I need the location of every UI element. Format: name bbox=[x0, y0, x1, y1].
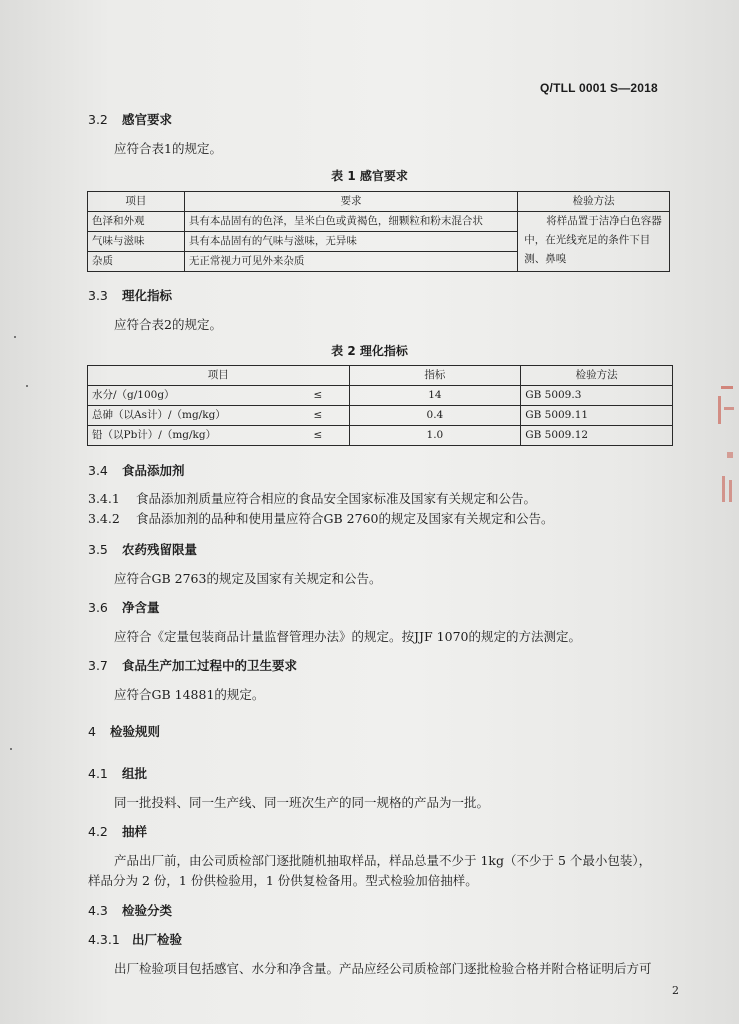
header-cell: 指标 bbox=[349, 366, 521, 386]
section-heading-3-2: 3.2 感官要求 bbox=[88, 112, 173, 127]
section-heading-4: 4 检验规则 bbox=[88, 724, 161, 739]
table-row bbox=[88, 386, 673, 406]
table-row bbox=[88, 212, 670, 232]
header-cell: 要求 bbox=[184, 192, 517, 212]
item-cell: 气味与滋味 bbox=[88, 232, 185, 252]
section-heading-3-4: 3.4 食品添加剂 bbox=[88, 463, 185, 478]
section-3-5-text: 应符合GB 2763的规定及国家有关规定和公告。 bbox=[114, 571, 382, 586]
sensory-table bbox=[87, 191, 670, 272]
requirement-cell: 无正常视力可见外来杂质 bbox=[184, 252, 517, 272]
stamp-fragment bbox=[722, 476, 725, 502]
header-cell: 检验方法 bbox=[521, 366, 673, 386]
section-heading-3-5: 3.5 农药残留限量 bbox=[88, 542, 198, 557]
item-cell: 杂质 bbox=[88, 252, 185, 272]
table-row bbox=[88, 426, 673, 446]
method-cell: GB 5009.12 bbox=[521, 426, 673, 446]
section-heading-4-1: 4.1 组批 bbox=[88, 766, 148, 781]
section-heading-4-2: 4.2 抽样 bbox=[88, 824, 148, 839]
item-cell: 水分/（g/100g） bbox=[88, 386, 288, 406]
header-cell: 项目 bbox=[88, 366, 350, 386]
doc-code: Q/TLL 0001 S—2018 bbox=[540, 81, 658, 95]
method-cell: GB 5009.3 bbox=[521, 386, 673, 406]
item-cell: 总砷（以As计）/（mg/kg） bbox=[88, 406, 288, 426]
method-cell: 将样品置于洁净白色容器中，在光线充足的条件下目测、鼻嗅 bbox=[518, 212, 670, 272]
value-cell: 14 bbox=[349, 386, 521, 406]
stamp-fragment bbox=[729, 480, 732, 502]
table-header-row bbox=[88, 192, 670, 212]
table-header-row bbox=[88, 366, 673, 386]
section-heading-4-3: 4.3 检验分类 bbox=[88, 903, 173, 918]
section-4-3-1-text: 出厂检验项目包括感官、水分和净含量。产品应经公司质检部门逐批检验合格并附合格证明后方可 bbox=[114, 961, 652, 976]
operator-cell: ≤ bbox=[287, 386, 349, 406]
page-number: 2 bbox=[672, 984, 679, 997]
requirement-cell: 具有本品固有的色泽，呈米白色或黄褐色，细颗粒和粉末混合状 bbox=[184, 212, 517, 232]
operator-cell: ≤ bbox=[287, 406, 349, 426]
clause-3-4-1: 3.4.1 食品添加剂质量应符合相应的食品安全国家标准及国家有关规定和公告。 bbox=[88, 491, 537, 506]
table-2-title: 表 2 理化指标 bbox=[331, 344, 408, 358]
section-heading-3-3: 3.3 理化指标 bbox=[88, 288, 173, 303]
item-cell: 色泽和外观 bbox=[88, 212, 185, 232]
section-heading-4-3-1: 4.3.1 出厂检验 bbox=[88, 932, 183, 947]
scan-speck bbox=[10, 748, 12, 750]
operator-cell: ≤ bbox=[287, 426, 349, 446]
stamp-fragment bbox=[727, 452, 733, 458]
section-4-2-line-2: 样品分为 2 份，1 份供检验用，1 份供复检备用。型式检验加倍抽样。 bbox=[88, 873, 478, 888]
section-heading-3-6: 3.6 净含量 bbox=[88, 600, 160, 615]
stamp-fragment bbox=[718, 396, 721, 424]
item-cell: 铅（以Pb计）/（mg/kg） bbox=[88, 426, 288, 446]
value-cell: 0.4 bbox=[349, 406, 521, 426]
scan-speck bbox=[26, 385, 28, 387]
section-3-7-text: 应符合GB 14881的规定。 bbox=[114, 687, 265, 702]
requirement-cell: 具有本品固有的气味与滋味，无异味 bbox=[184, 232, 517, 252]
section-heading-3-7: 3.7 食品生产加工过程中的卫生要求 bbox=[88, 658, 298, 673]
stamp-fragment bbox=[724, 407, 734, 410]
scan-speck bbox=[14, 336, 16, 338]
section-3-2-text: 应符合表1的规定。 bbox=[114, 141, 222, 156]
header-cell: 项目 bbox=[88, 192, 185, 212]
stamp-fragment bbox=[721, 386, 733, 389]
section-3-3-text: 应符合表2的规定。 bbox=[114, 317, 222, 332]
section-4-2-line-1: 产品出厂前，由公司质检部门逐批随机抽取样品，样品总量不少于 1kg（不少于 5 个最小包装）， bbox=[114, 853, 652, 868]
section-4-1-text: 同一批投料、同一生产线、同一班次生产的同一规格的产品为一批。 bbox=[114, 795, 490, 810]
table-1-title: 表 1 感官要求 bbox=[331, 169, 408, 183]
header-cell: 检验方法 bbox=[518, 192, 670, 212]
section-3-6-text: 应符合《定量包装商品计量监督管理办法》的规定。按JJF 1070的规定的方法测定。 bbox=[114, 629, 581, 644]
physchem-table bbox=[87, 365, 673, 446]
method-cell: GB 5009.11 bbox=[521, 406, 673, 426]
table-row bbox=[88, 406, 673, 426]
value-cell: 1.0 bbox=[349, 426, 521, 446]
clause-3-4-2: 3.4.2 食品添加剂的品种和使用量应符合GB 2760的规定及国家有关规定和公告。 bbox=[88, 511, 554, 526]
